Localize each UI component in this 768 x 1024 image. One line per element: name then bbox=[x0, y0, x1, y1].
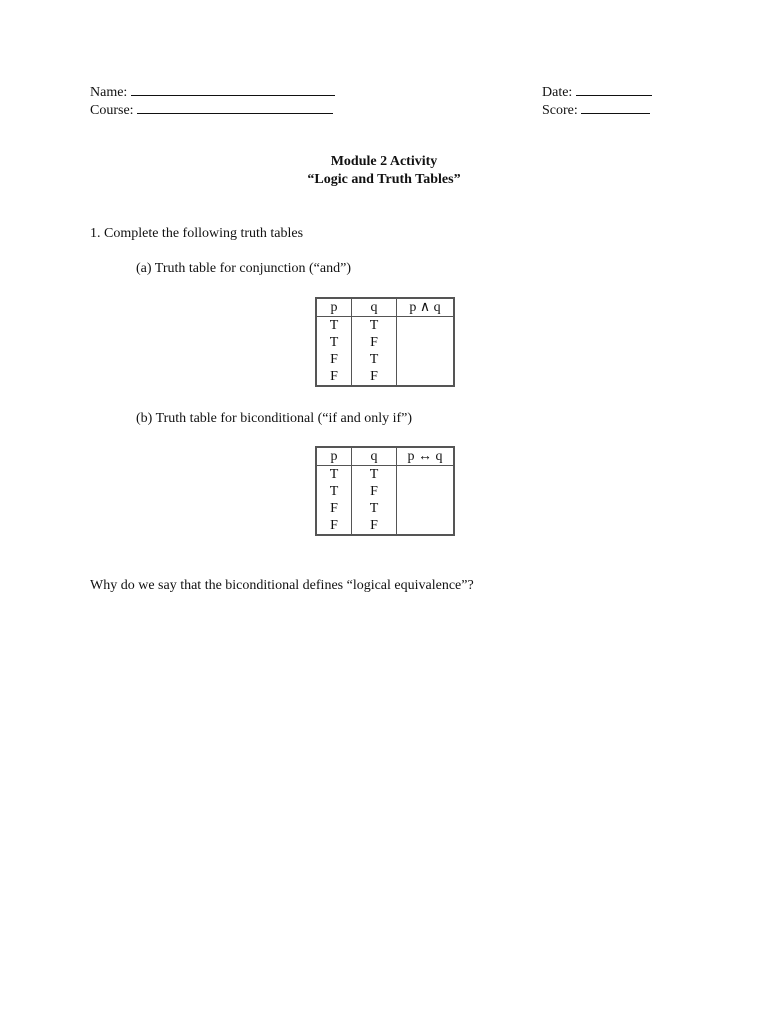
cell-q: T bbox=[352, 500, 397, 517]
answer-cell[interactable] bbox=[397, 517, 455, 535]
cell-q: F bbox=[352, 517, 397, 535]
cell-p: F bbox=[316, 368, 352, 386]
name-label: Name: bbox=[90, 85, 128, 100]
answer-cell[interactable] bbox=[397, 351, 455, 368]
cell-p: F bbox=[316, 500, 352, 517]
answer-cell[interactable] bbox=[397, 317, 455, 335]
answer-cell[interactable] bbox=[397, 368, 455, 386]
part-b-label: (b) Truth table for biconditional (“if and only if”) bbox=[136, 411, 413, 426]
answer-cell[interactable] bbox=[397, 483, 455, 500]
name-field[interactable] bbox=[90, 83, 335, 101]
table-row bbox=[316, 483, 454, 500]
table-row bbox=[316, 466, 454, 484]
course-field[interactable] bbox=[90, 101, 333, 119]
cell-p: F bbox=[316, 517, 352, 535]
score-blank-line[interactable] bbox=[581, 101, 650, 114]
name-blank-line[interactable] bbox=[131, 83, 335, 96]
column-header-p: p bbox=[316, 447, 352, 466]
table-row bbox=[316, 368, 454, 386]
table-row bbox=[316, 500, 454, 517]
cell-q: T bbox=[352, 466, 397, 484]
answer-cell[interactable] bbox=[397, 466, 455, 484]
question-1-prompt: 1. Complete the following truth tables bbox=[90, 226, 304, 241]
question-2-prompt: Why do we say that the biconditional defines “logical equivalence”? bbox=[90, 578, 474, 593]
date-blank-line[interactable] bbox=[576, 83, 652, 96]
answer-cell[interactable] bbox=[397, 500, 455, 517]
course-blank-line[interactable] bbox=[137, 101, 333, 114]
part-a-label: (a) Truth table for conjunction (“and”) bbox=[136, 261, 351, 276]
cell-q: F bbox=[352, 334, 397, 351]
column-header-result: p ↔ q bbox=[397, 447, 455, 466]
column-header-q: q bbox=[352, 447, 397, 466]
answer-cell[interactable] bbox=[397, 334, 455, 351]
cell-p: T bbox=[316, 466, 352, 484]
table-row bbox=[316, 517, 454, 535]
table-header-row bbox=[316, 447, 454, 466]
cell-q: F bbox=[352, 483, 397, 500]
cell-p: T bbox=[316, 317, 352, 335]
table-header-row bbox=[316, 298, 454, 317]
score-field[interactable] bbox=[542, 101, 650, 119]
biconditional-truth-table bbox=[315, 446, 455, 536]
column-header-q: q bbox=[352, 298, 397, 317]
cell-p: T bbox=[316, 334, 352, 351]
table-row bbox=[316, 351, 454, 368]
cell-q: F bbox=[352, 368, 397, 386]
date-label: Date: bbox=[542, 85, 573, 100]
page-title: Module 2 Activity bbox=[330, 154, 438, 169]
conjunction-truth-table bbox=[315, 297, 455, 387]
table-row bbox=[316, 334, 454, 351]
cell-p: T bbox=[316, 483, 352, 500]
cell-q: T bbox=[352, 351, 397, 368]
page-subtitle: “Logic and Truth Tables” bbox=[307, 172, 461, 187]
score-label: Score: bbox=[542, 103, 578, 118]
column-header-result: p ∧ q bbox=[397, 298, 455, 317]
table-row bbox=[316, 317, 454, 335]
cell-p: F bbox=[316, 351, 352, 368]
column-header-p: p bbox=[316, 298, 352, 317]
course-label: Course: bbox=[90, 103, 134, 118]
date-field[interactable] bbox=[542, 83, 652, 101]
cell-q: T bbox=[352, 317, 397, 335]
